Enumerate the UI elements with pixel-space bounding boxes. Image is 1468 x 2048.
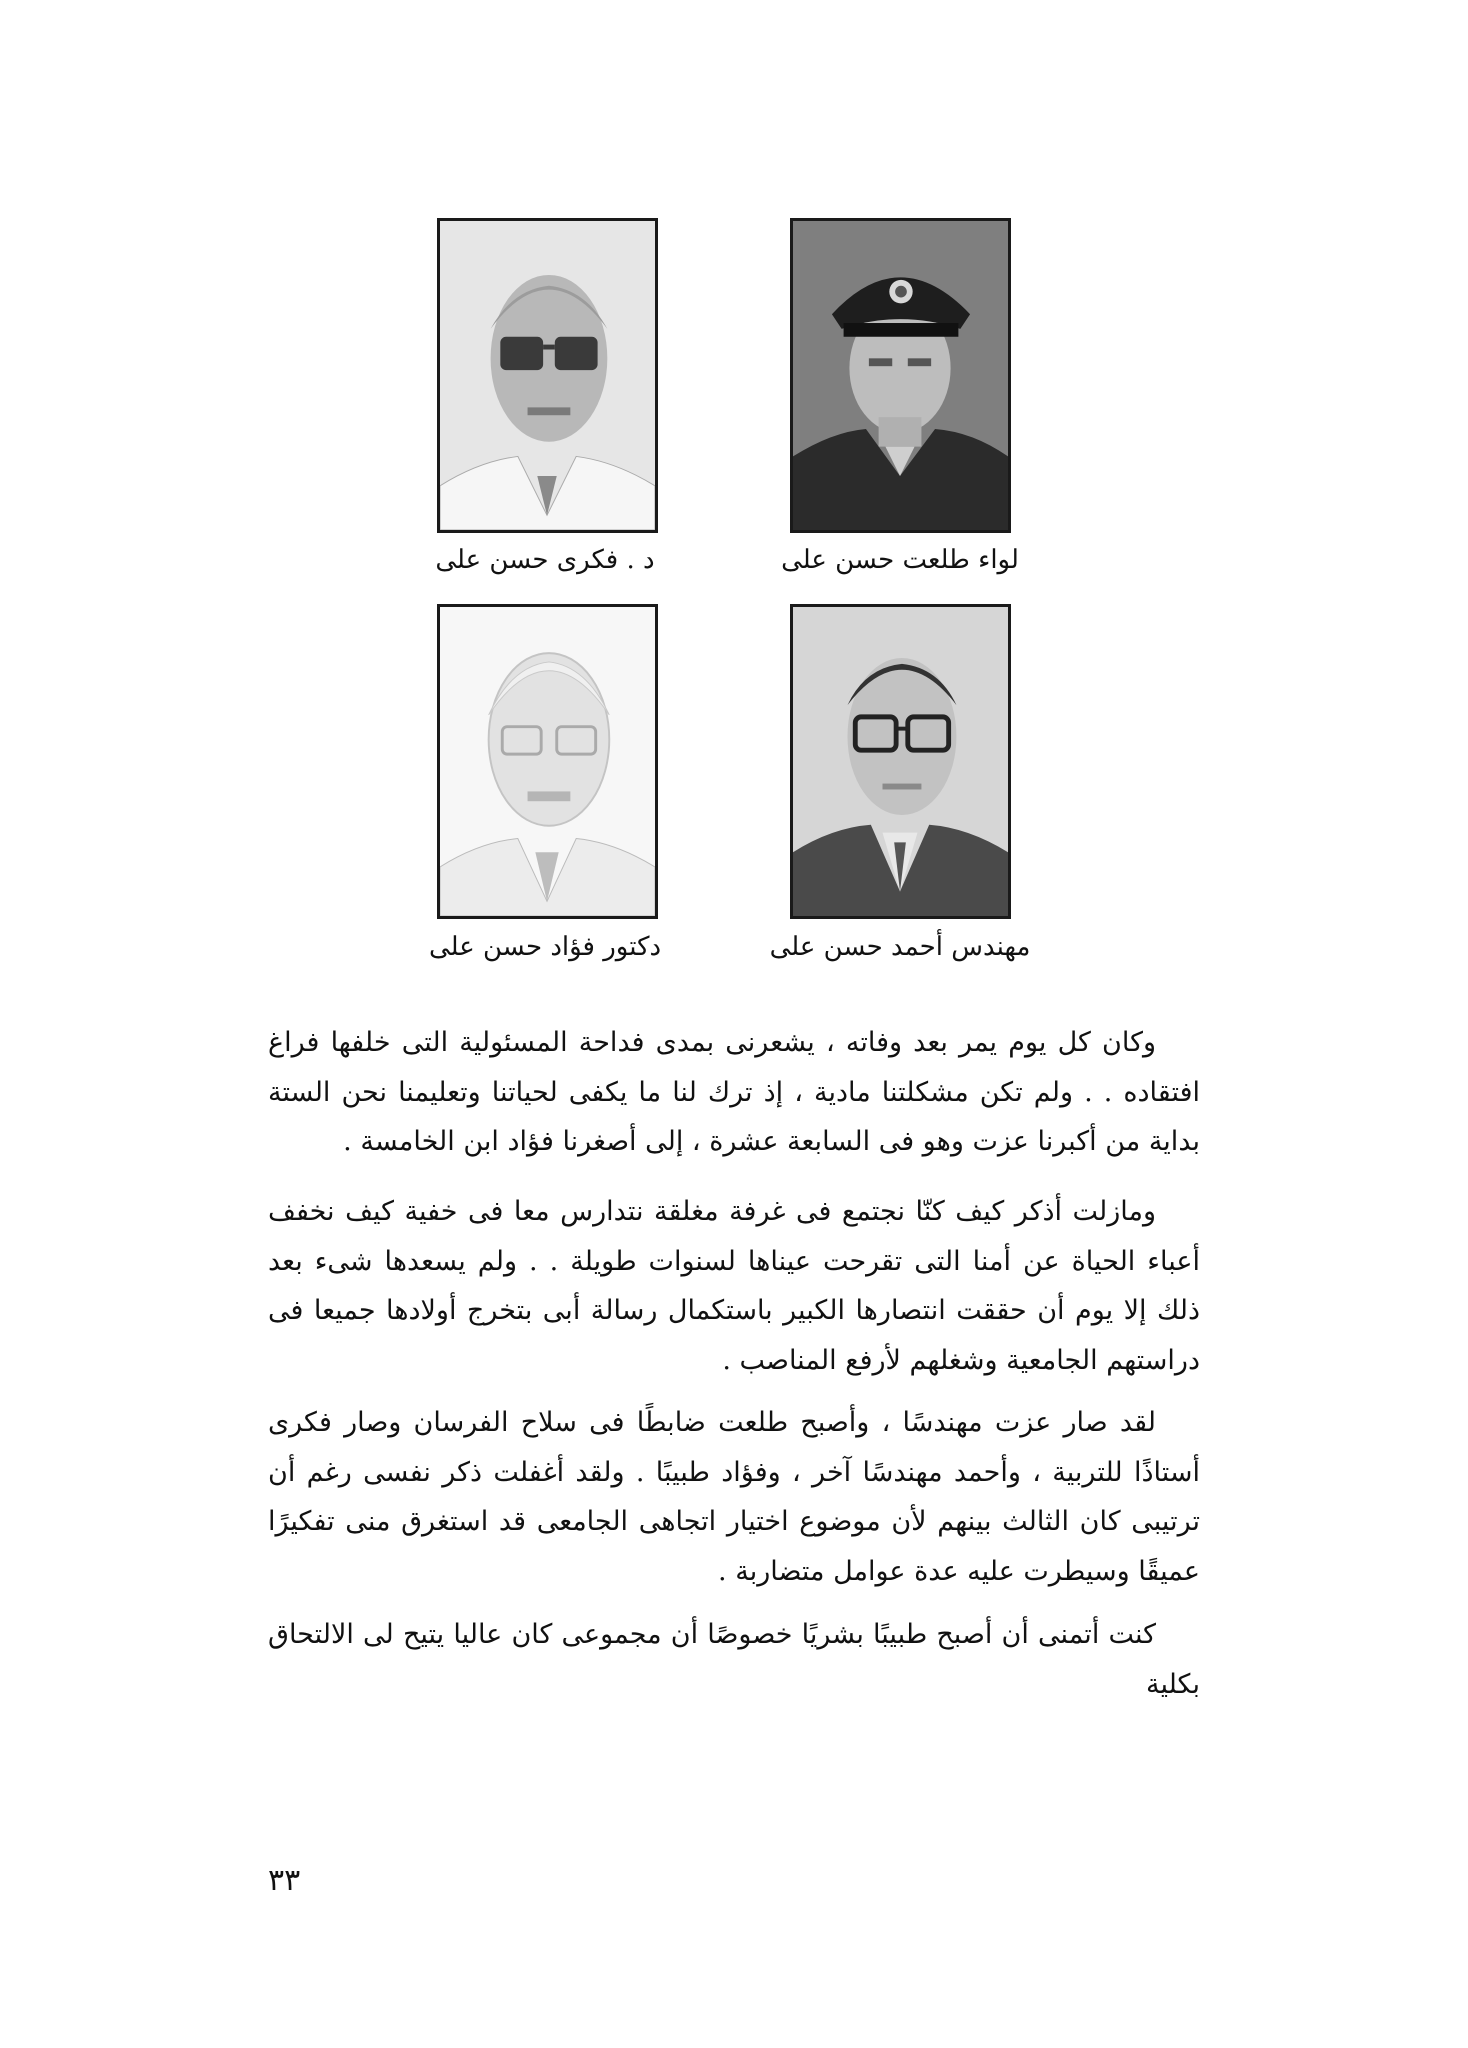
caption-talaat: لواء طلعت حسن على bbox=[781, 545, 1019, 575]
portrait-elderly-man-icon bbox=[440, 607, 655, 916]
page-number: ٣٣ bbox=[268, 1863, 301, 1898]
caption-fouad: دكتور فؤاد حسن على bbox=[428, 932, 662, 962]
portrait-officer-cap-icon bbox=[793, 221, 1008, 530]
photo-fikry bbox=[437, 218, 658, 533]
paragraph-2: ومازلت أذكر كيف كنّا نجتمع فى غرفة مغلقة نتدارس معا فى خفية كيف نخفف أعباء الحياة عن أمنا التى تقرحت عيناها لسنوات طويلة . . ولم يسعدها شىء بعد ذلك إلا يوم أن حققت انتصارها الكبير باستكمال رسالة أبى بتخرج أولادها جميعا فى دراستهم الجامعية وشغلهم لأرفع المناصب . bbox=[268, 1196, 1200, 1376]
caption-fikry: د . فكرى حسن على bbox=[435, 545, 655, 575]
photo-ahmed bbox=[790, 604, 1011, 919]
photo-fouad bbox=[437, 604, 658, 919]
portrait-man-glasses-suit-icon bbox=[793, 607, 1008, 916]
portrait-man-glasses-icon bbox=[440, 221, 655, 530]
paragraph-3: لقد صار عزت مهندسًا ، وأصبح طلعت ضابطًا فى سلاح الفرسان وصار فكرى أستاذًا للتربية ، وأحمد مهندسًا آخر ، وفؤاد طبيبًا . ولقد أغفلت ذكر نفسى رغم أن ترتيبى كان الثالث بينهم لأن موضوع اختيار اتجاهى الجامعى قد استغرق منى تفكيرًا عميقًا وسيطرت عليه عدة عوامل متضاربة . bbox=[268, 1407, 1200, 1587]
paragraph-1: وكان كل يوم يمر بعد وفاته ، يشعرنى بمدى فداحة المسئولية التى خلفها فراغ افتقاده . . ولم تكن مشكلتنا مادية ، إذ ترك لنا ما يكفى لحياتنا وتعليمنا نحن الستة بداية من أكبرنا عزت وهو فى السابعة عشرة ، إلى أصغرنا فؤاد ابن الخامسة . bbox=[268, 1027, 1200, 1157]
photo-talaat bbox=[790, 218, 1011, 533]
paragraph-4: كنت أتمنى أن أصبح طبيبًا بشريًا خصوصًا أن مجموعى كان عاليا يتيح لى الالتحاق بكلية bbox=[268, 1619, 1200, 1700]
caption-ahmed: مهندس أحمد حسن على bbox=[769, 932, 1031, 962]
